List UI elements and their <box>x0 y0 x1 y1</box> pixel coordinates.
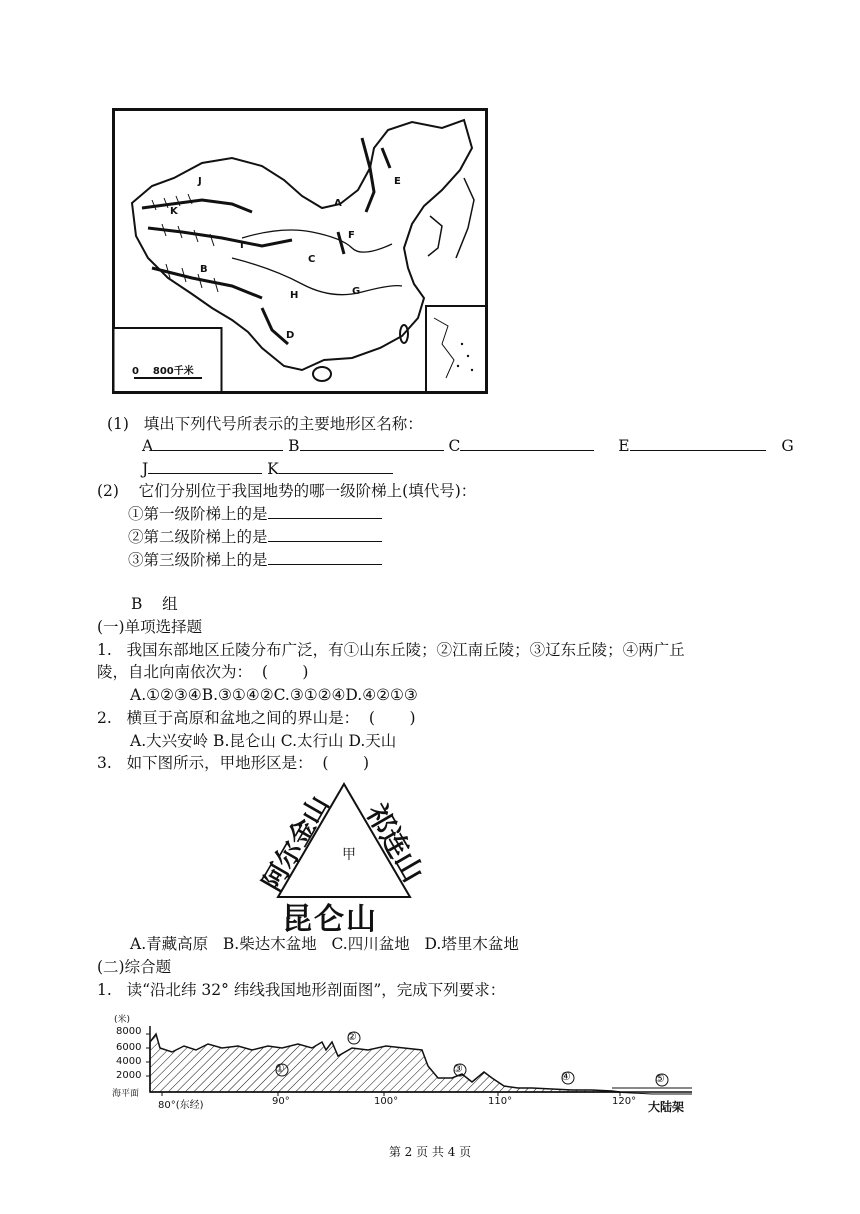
answer-blank-e[interactable] <box>630 435 766 451</box>
x-tick-100: 100° <box>374 1096 399 1107</box>
comp-q1-line: 1. 读“沿北纬 32° 纬线我国地形剖面图”，完成下列要求： <box>97 981 506 999</box>
map-label-f: F <box>348 230 355 241</box>
marker-5: ⑤ <box>655 1072 665 1085</box>
b-q1-line2: 陵，自北向南依次为： ( ) <box>97 663 309 681</box>
q2-item-2-label: ②第二级阶梯上的是 <box>128 528 268 546</box>
q2-prompt: (2) 它们分别位于我国地势的哪一级阶梯上(填代号)： <box>97 482 477 500</box>
triangle-bottom-label: 昆仑山 <box>282 902 378 937</box>
answer-blank-k[interactable] <box>279 458 393 474</box>
answer-blank-step2[interactable] <box>268 526 382 542</box>
map-label-a: A <box>334 198 342 209</box>
q1-row1 <box>142 435 794 456</box>
x-tick-90: 90° <box>272 1096 290 1107</box>
b-q2-line: 2. 横亘于高原和盆地之间的界山是： ( ) <box>97 709 416 727</box>
b-q1-options: A.①②③④B.③①④②C.③①②④D.④②①③ <box>130 686 418 704</box>
y-tick-sea-level: 海平面 <box>112 1089 140 1099</box>
mountain-triangle-diagram <box>248 774 438 937</box>
q2-item-3 <box>128 549 382 570</box>
answer-blank-step3[interactable] <box>268 549 382 565</box>
y-tick-4000: 4000 <box>116 1056 142 1067</box>
map-label-b: B <box>200 264 208 275</box>
profile-unit: (米) <box>114 1015 131 1025</box>
map-label-g: G <box>352 286 361 297</box>
map-label-e: E <box>394 176 401 187</box>
y-tick-8000: 8000 <box>116 1026 142 1037</box>
map-graphic <box>112 108 488 394</box>
marker-4: ④ <box>561 1070 571 1083</box>
marker-3: ③ <box>453 1062 463 1075</box>
map-label-k: K <box>170 206 178 217</box>
x-tick-110: 110° <box>488 1096 513 1107</box>
continental-shelf-label: 大陆架 <box>648 1100 685 1114</box>
q1-prompt: (1) 填出下列代号所表示的主要地形区名称： <box>107 415 423 433</box>
blank-label-g: G <box>781 437 794 455</box>
marker-2: ② <box>347 1030 357 1043</box>
q1-row2 <box>142 458 393 479</box>
map-label-i: I <box>240 240 244 251</box>
marker-1: ① <box>275 1062 285 1075</box>
q2-item-1 <box>128 503 382 524</box>
b-q2-options: A.大兴安岭 B.昆仑山 C.太行山 D.天山 <box>130 732 397 750</box>
b-q1-line1: 1. 我国东部地区丘陵分布广泛，有①山东丘陵；②江南丘陵；③辽东丘陵；④两广丘 <box>97 641 685 659</box>
section-single-choice: (一)单项选择题 <box>97 618 203 636</box>
q2-item-2 <box>128 526 382 547</box>
b-q3-options: A.青藏高原 B.柴达木盆地 C.四川盆地 D.塔里木盆地 <box>130 935 519 953</box>
china-terrain-map <box>112 108 488 394</box>
page-footer: 第 2 页 共 4 页 <box>388 1145 472 1159</box>
blank-label-j: J <box>142 460 149 478</box>
section-comprehensive: (二)综合题 <box>97 958 172 976</box>
x-tick-120: 120° <box>612 1096 637 1107</box>
q2-item-1-label: ①第一级阶梯上的是 <box>128 505 268 523</box>
blank-label-a: A <box>142 437 154 455</box>
group-b-title: B 组 <box>131 595 178 613</box>
terrain-profile-32n <box>112 1012 712 1116</box>
b-q3-line: 3. 如下图所示，甲地形区是： ( ) <box>97 754 370 772</box>
triangle-center-label: 甲 <box>342 847 356 863</box>
blank-label-k: K <box>267 460 279 478</box>
map-scale-text: 0 800千米 <box>132 366 194 377</box>
blank-label-e: E <box>618 437 630 455</box>
answer-blank-b[interactable] <box>300 435 444 451</box>
blank-label-c: C <box>448 437 461 455</box>
q2-item-3-label: ③第三级阶梯上的是 <box>128 551 268 569</box>
answer-blank-c[interactable] <box>460 435 594 451</box>
y-tick-2000: 2000 <box>116 1070 142 1081</box>
y-tick-6000: 6000 <box>116 1042 142 1053</box>
map-label-d: D <box>286 330 295 341</box>
map-label-j: J <box>198 176 202 187</box>
answer-blank-j[interactable] <box>148 458 262 474</box>
x-tick-80: 80°(东经) <box>158 1100 204 1111</box>
triangle-right-label: 祁连山 <box>359 798 431 888</box>
blank-label-b: B <box>288 437 300 455</box>
map-label-h: H <box>290 290 299 301</box>
answer-blank-a[interactable] <box>153 435 283 451</box>
answer-blank-step1[interactable] <box>268 503 382 519</box>
map-label-c: C <box>308 254 316 265</box>
triangle-left-label: 阿尔金山 <box>257 791 336 897</box>
